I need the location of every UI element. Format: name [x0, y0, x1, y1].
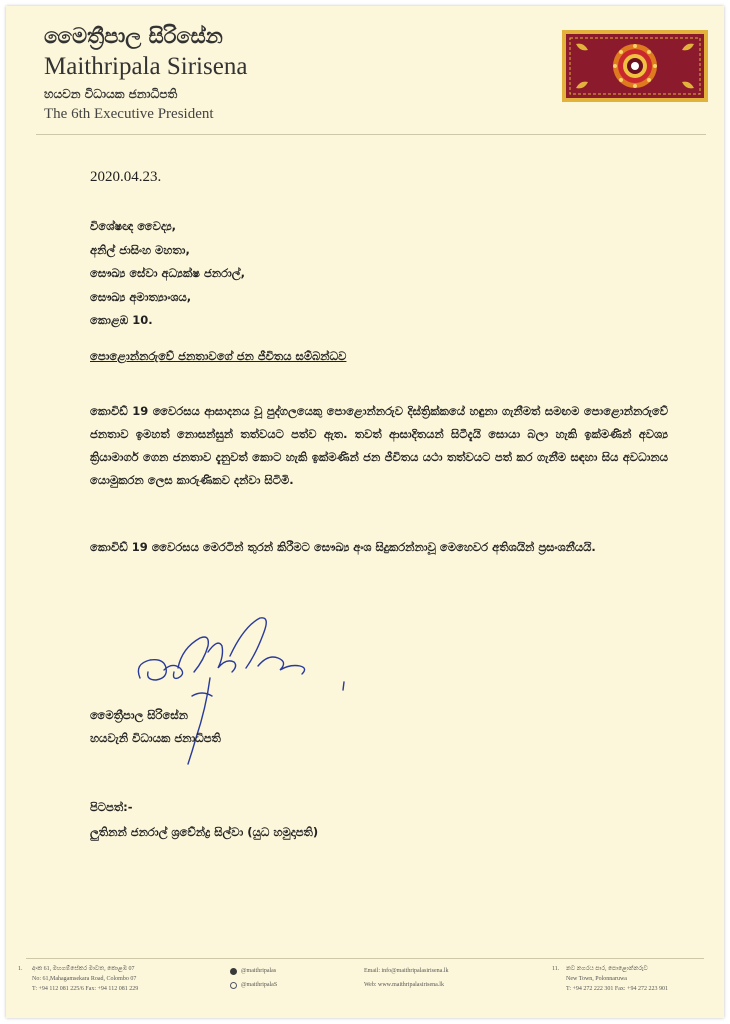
footer-phone: T: +94 112 081 225/6 Fax: +94 112 081 229: [32, 986, 139, 992]
letter-date: 2020.04.23.: [90, 169, 162, 185]
footer-colombo-address: [18, 964, 139, 994]
instagram-icon: [230, 982, 237, 989]
header-role-sinhala: හයවන විධායක ජනාධිපති: [44, 87, 178, 101]
footer-website[interactable]: Web: www.maithripalasirisena.lk: [364, 982, 444, 988]
footer-address-english: New Town, Polonnaruwa: [566, 976, 627, 982]
copies-recipient: ලුතිනන් ජනරාල් ශ්‍රවේන්ද්‍ර සිල්වා (යුධ හමුදාපති): [90, 825, 319, 839]
footer-instagram-handle[interactable]: @maithripalaS: [241, 982, 278, 988]
signer-title: හයවැනි විධායක ජනාධිපති: [90, 731, 221, 745]
footer-number: 11.: [552, 966, 560, 972]
footer-divider: [26, 958, 704, 959]
header-divider: [36, 134, 706, 135]
footer-facebook-handle[interactable]: @maithripalas: [241, 968, 277, 974]
footer-address-sinhala: අංක 61, මහගම්සේකර මාවත, කොළඹ 07: [32, 966, 135, 972]
letter-subject: පොළොන්නරුවේ ජනතාවගේ ජන ජීවිතය සම්බන්ධව: [90, 349, 347, 363]
recipient-line: සෞඛ්‍ය සේවා අධ්‍යක්ෂ ජනරාල්,: [90, 266, 245, 280]
copies-label: පිටපත්:-: [90, 800, 133, 814]
facebook-icon: [230, 968, 237, 975]
header-name-sinhala: මෛත්‍රීපාල සිරිසේන: [44, 24, 223, 48]
recipient-line: සෞඛ්‍ය අමාත්‍යාංශය,: [90, 289, 192, 304]
footer-polonnaruwa-address: [552, 964, 668, 994]
body-paragraph: කොවිඩ් 19 වෛරසය මෙරටින් තුරන් කිරීමට සෞඛ්‍ය අංශ සිදුකරන්නාවූ මෙහෙවර අතිශයින් ප්‍රසංශනීයයි.: [90, 540, 596, 554]
footer-phone: T: +94 272 222 301 Fax: +94 272 223 901: [566, 986, 668, 992]
recipient-line: විශේෂඥ වෛද්‍ය,: [90, 219, 177, 233]
recipient-line: අනිල් ජාසිංහ මහතා,: [90, 242, 190, 257]
footer-social: [230, 964, 277, 992]
footer-email[interactable]: Email: info@maithripalasirisena.lk: [364, 968, 449, 974]
presidential-flag-emblem-icon: [562, 30, 708, 102]
copies-block: [90, 795, 318, 845]
recipient-address: [90, 215, 245, 333]
header-role-english: The 6th Executive President: [44, 106, 214, 122]
footer-contact: [364, 964, 449, 992]
body-paragraph: කොවිඩ් 19 වෛරසය ආසාදනය වූ පුද්ගලයෙකු පොළොන්නරුව දිස්ත්‍රික්කයේ හඳුනා ගැනීමත් සමඟම පොළොන්නරුවේ ජනතාව ඉමහත් නොසන්සුන් තත්වයට පත්ව ඇත. තවත් ආසාදිතයන් සිටීදැයි සොයා බලා හැකි ඉක්මණින් අවශ්‍ය ක්‍රියාමාර්ග ගෙන ජනතාව දැනුවත් කොට හැකි ඉක්මණින් ජන ජීවිතය යථා තත්වයට පත් කර ගැනීම සඳහා සිය අවධානය යොමුකරන ලෙස කාරුණිකව දන්වා සිටිමි.: [90, 404, 668, 487]
letter-page: [6, 6, 724, 1018]
footer-address-sinhala: නව නගරය පාර, පොළොන්නරුව: [566, 966, 648, 972]
signer-name: මෛත්‍රීපාල සිරිසේන: [90, 708, 188, 722]
recipient-line: කොළඹ 10.: [90, 313, 153, 327]
footer-number: 1.: [18, 966, 23, 972]
signer-block: [90, 704, 221, 750]
footer-address-english: No: 61,Mahagamsekara Road, Colombo 07: [32, 976, 137, 982]
header-name-english: Maithripala Sirisena: [44, 53, 248, 80]
